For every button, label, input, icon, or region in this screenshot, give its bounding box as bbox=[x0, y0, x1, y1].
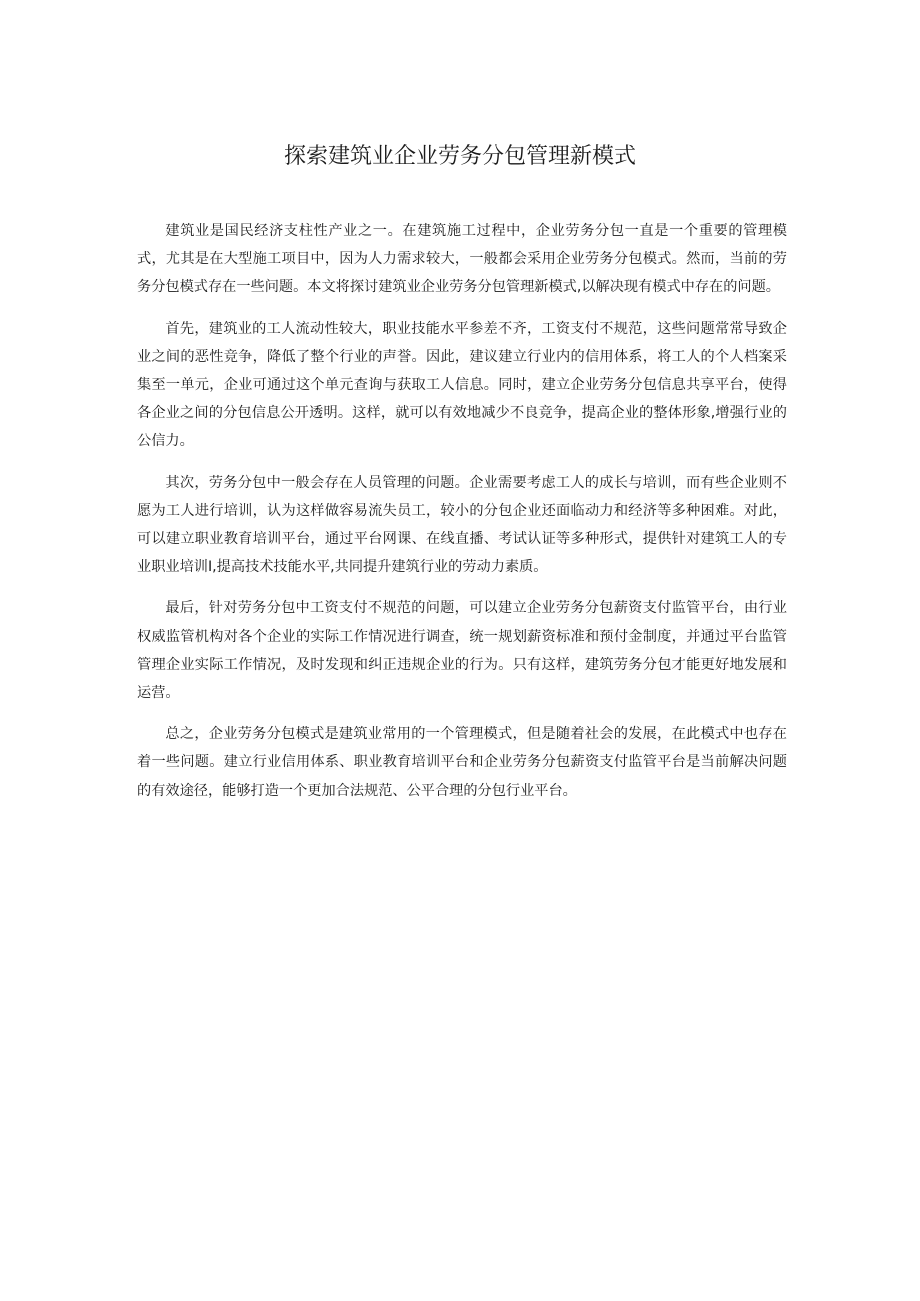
paragraph-first: 首先，建筑业的工人流动性较大，职业技能水平参差不齐，工资支付不规范，这些问题常常导致企业之间的恶性竞争，降低了整个行业的声誉。因此，建议建立行业内的信用体系，将工人的个人档案采集至一单元，企业可通过这个单元查询与获取工人信息。同时，建立企业劳务分包信息共享平台，使得各企业之间的分包信息公开透明。这样，就可以有效地减少不良竞争，提高企业的整体形象,增强行业的公信力。 bbox=[137, 320, 787, 450]
paragraph-second: 其次，劳务分包中一般会存在人员管理的问题。企业需要考虑工人的成长与培训，而有些企业则不愿为工人进行培训，认为这样做容易流失员工，较小的分包企业还面临动力和经济等多种困难。对此，可以建立职业教育培训平台，通过平台网课、在线直播、考试认证等多种形式，提供针对建筑工人的专业职业培训Ⅰ,提高技术技能水平,共同提升建筑行业的劳动力素质。 bbox=[137, 474, 787, 576]
paragraph-intro: 建筑业是国民经济支柱性产业之一。在建筑施工过程中，企业劳务分包一直是一个重要的管理模式，尤其是在大型施工项目中，因为人力需求较大，一般都会采用企业劳务分包模式。然而，当前的劳务分包模式存在一些问题。本文将探讨建筑业企业劳务分包管理新模式,以解决现有模式中存在的问题。 bbox=[137, 223, 787, 296]
paragraph-last: 最后，针对劳务分包中工资支付不规范的问题，可以建立企业劳务分包薪资支付监管平台，由行业权威监管机构对各个企业的实际工作情况进行调查，统一规划薪资标准和预付金制度，并通过平台监管管理企业实际工作情况，及时发现和纠正违规企业的行为。只有这样，建筑劳务分包才能更好地发展和运营。 bbox=[137, 600, 787, 702]
document-title: 探索建筑业企业劳务分包管理新模式 bbox=[283, 144, 636, 169]
paragraph-conclusion: 总之，企业劳务分包模式是建筑业常用的一个管理模式，但是随着社会的发展，在此模式中也存在着一些问题。建立行业信用体系、职业教育培训平台和企业劳务分包薪资支付监管平台是当前解决问题的有效途径，能够打造一个更加合法规范、公平合理的分包行业平台。 bbox=[137, 726, 787, 799]
document-body bbox=[137, 217, 787, 818]
